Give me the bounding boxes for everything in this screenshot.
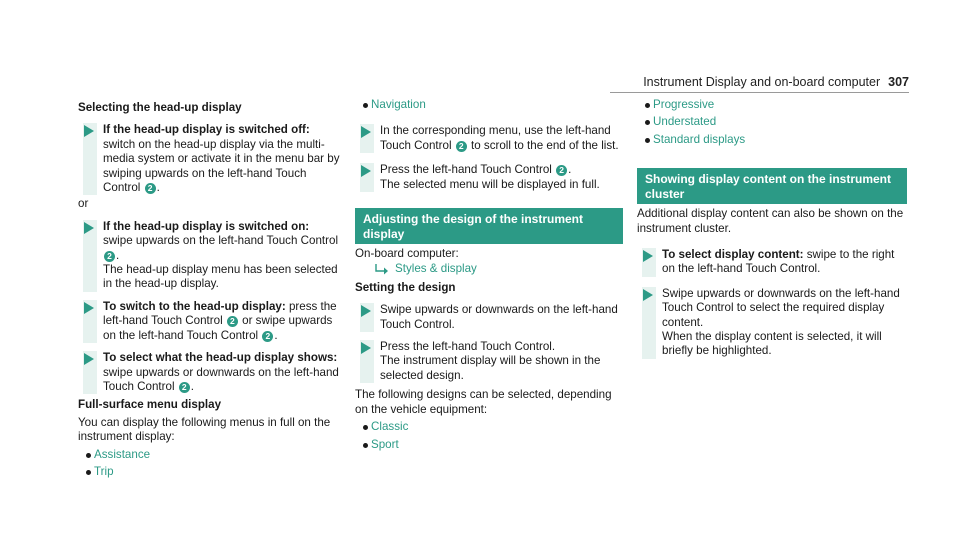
menu-path-arrow-icon bbox=[373, 263, 391, 276]
touch-control-ref-icon: 2 bbox=[104, 251, 115, 262]
link-text[interactable]: Standard displays bbox=[653, 132, 746, 146]
step-body-end: . bbox=[156, 181, 160, 195]
arrow-icon bbox=[84, 125, 94, 137]
step-text bbox=[662, 287, 907, 359]
step-marker bbox=[83, 123, 97, 195]
step-text bbox=[380, 340, 623, 383]
step-item bbox=[355, 303, 623, 332]
step-text: Swipe upwards or downwards on the left-hand Touch Control. bbox=[380, 303, 618, 331]
bullet-icon bbox=[86, 470, 91, 475]
menu-path-label: On-board computer: bbox=[355, 247, 459, 261]
step-result: The selected menu will be displayed in full. bbox=[380, 177, 600, 191]
arrow-icon bbox=[84, 222, 94, 234]
arrow-icon bbox=[361, 305, 371, 317]
menu-list bbox=[78, 448, 343, 480]
link-text[interactable]: Progressive bbox=[653, 98, 715, 111]
list-item[interactable] bbox=[637, 115, 907, 129]
step-marker bbox=[360, 163, 374, 192]
step-body: or swipe upwards on the left-hand Touch Control bbox=[103, 314, 333, 342]
step-body: In the corresponding menu, use the left-hand Touch Control bbox=[380, 124, 611, 152]
list-item[interactable] bbox=[637, 133, 907, 147]
touch-control-ref-icon: 2 bbox=[556, 165, 567, 176]
link-text[interactable]: Trip bbox=[94, 464, 114, 478]
design-list bbox=[637, 98, 907, 147]
or-text: or bbox=[78, 197, 89, 211]
subheading: Setting the design bbox=[355, 280, 456, 294]
link-text[interactable]: Navigation bbox=[371, 98, 426, 111]
step-body: press the left-hand Touch Control bbox=[103, 299, 337, 328]
arrow-icon bbox=[361, 165, 371, 177]
step-marker bbox=[360, 303, 374, 332]
touch-control-ref-icon: 2 bbox=[227, 316, 238, 327]
section-heading: Selecting the head-up display bbox=[78, 101, 242, 114]
step-item bbox=[78, 220, 343, 292]
touch-control-ref-icon: 2 bbox=[179, 382, 190, 393]
link-text[interactable]: Sport bbox=[371, 437, 399, 451]
step-item bbox=[637, 248, 907, 277]
step-body: swipe upwards on the left-hand Touch Control bbox=[103, 234, 339, 248]
step-item bbox=[355, 340, 623, 383]
list-item[interactable] bbox=[78, 465, 343, 479]
page-header bbox=[643, 75, 909, 89]
arrow-icon bbox=[361, 126, 371, 138]
subheading: Full-surface menu display bbox=[78, 398, 222, 412]
step-body: swipe upwards or downwards on the left-hand Touch Control bbox=[103, 365, 339, 393]
step-body-end: . bbox=[190, 379, 195, 393]
step-result: The head-up display menu has been selected in the head-up display. bbox=[103, 263, 338, 291]
step-result: The instrument display will be shown in the selected design. bbox=[380, 354, 601, 382]
touch-control-ref-icon: 2 bbox=[262, 331, 273, 342]
step-item bbox=[78, 351, 343, 394]
step-body-end: . bbox=[274, 328, 278, 342]
step-item bbox=[637, 287, 907, 359]
step-text bbox=[103, 123, 343, 195]
step-text bbox=[103, 351, 343, 394]
chapter-title: Instrument Display and on-board computer bbox=[643, 75, 881, 89]
section-banner: Adjusting the design of the instrument display bbox=[355, 208, 623, 244]
step-body: Swipe upwards or downwards on the left-hand Touch Control to select the required display content. bbox=[662, 286, 900, 329]
step-item bbox=[355, 124, 623, 153]
design-list bbox=[355, 420, 623, 452]
paragraph: You can display the following menus in full on the instrument display: bbox=[78, 415, 331, 444]
page-number: 307 bbox=[888, 75, 909, 89]
section-banner: Showing display content on the instrument cluster bbox=[637, 168, 907, 204]
step-item bbox=[355, 163, 623, 192]
step-marker bbox=[642, 248, 656, 277]
bullet-icon bbox=[363, 425, 368, 430]
menu-path bbox=[355, 262, 623, 276]
arrow-icon bbox=[643, 289, 653, 301]
step-marker bbox=[83, 220, 97, 292]
step-text bbox=[380, 124, 623, 153]
arrow-icon bbox=[643, 250, 653, 262]
step-text bbox=[103, 220, 343, 292]
bullet-icon bbox=[645, 120, 650, 125]
step-title: To switch to the head-up display: bbox=[103, 299, 286, 313]
step-text bbox=[662, 248, 907, 277]
step-marker bbox=[642, 287, 656, 359]
paragraph: The following designs can be selected, depending on the vehicle equipment: bbox=[355, 388, 612, 416]
list-item[interactable] bbox=[355, 438, 623, 452]
bullet-icon bbox=[645, 103, 650, 108]
step-title: To select what the head-up display shows: bbox=[103, 351, 338, 365]
touch-control-ref-icon: 2 bbox=[456, 141, 467, 152]
column-1 bbox=[78, 101, 343, 482]
column-3 bbox=[637, 98, 907, 367]
step-marker bbox=[83, 351, 97, 394]
step-body-end: . bbox=[568, 163, 572, 177]
step-title: If the head-up display is switched off: bbox=[103, 123, 310, 137]
link-text[interactable]: Understated bbox=[653, 115, 717, 129]
list-item[interactable] bbox=[78, 448, 343, 462]
paragraph: Additional display content can also be shown on the instrument cluster. bbox=[637, 207, 904, 235]
step-text bbox=[380, 163, 623, 192]
step-body-end: . bbox=[116, 248, 120, 262]
bullet-icon bbox=[363, 443, 368, 448]
header-rule bbox=[610, 92, 909, 93]
step-item bbox=[78, 123, 343, 195]
step-body: Press the left-hand Touch Control bbox=[380, 163, 552, 177]
step-title: If the head-up display is switched on: bbox=[103, 219, 310, 233]
arrow-icon bbox=[84, 353, 94, 365]
list-item[interactable] bbox=[637, 98, 907, 112]
touch-control-ref-icon: 2 bbox=[145, 183, 156, 194]
step-marker bbox=[360, 124, 374, 153]
step-text bbox=[103, 300, 343, 343]
arrow-icon bbox=[84, 302, 94, 314]
menu-path-item[interactable]: Styles & display bbox=[395, 262, 477, 276]
bullet-icon bbox=[645, 138, 650, 143]
step-body: swipe to the right on the left-hand Touch Control. bbox=[662, 248, 895, 276]
bullet-icon bbox=[363, 103, 368, 108]
bullet-icon bbox=[86, 453, 91, 458]
link-text[interactable]: Assistance bbox=[94, 447, 151, 461]
arrow-icon bbox=[361, 342, 371, 354]
step-result: When the display content is selected, it will briefly be highlighted. bbox=[662, 330, 882, 358]
step-body: to scroll to the end of the list. bbox=[467, 138, 619, 152]
list-item[interactable] bbox=[355, 98, 623, 112]
menu-list bbox=[355, 98, 623, 112]
column-2 bbox=[355, 98, 623, 455]
step-body: switch on the head-up display via the multi-media system or activate it in the menu bar by swiping upwards on the left-hand Touch Control bbox=[103, 137, 340, 195]
step-marker bbox=[83, 300, 97, 343]
link-text[interactable]: Classic bbox=[371, 420, 409, 434]
step-marker bbox=[360, 340, 374, 383]
list-item[interactable] bbox=[355, 420, 623, 434]
step-item bbox=[78, 300, 343, 343]
step-title: To select display content: bbox=[662, 248, 804, 262]
step-body: Press the left-hand Touch Control. bbox=[380, 340, 556, 354]
